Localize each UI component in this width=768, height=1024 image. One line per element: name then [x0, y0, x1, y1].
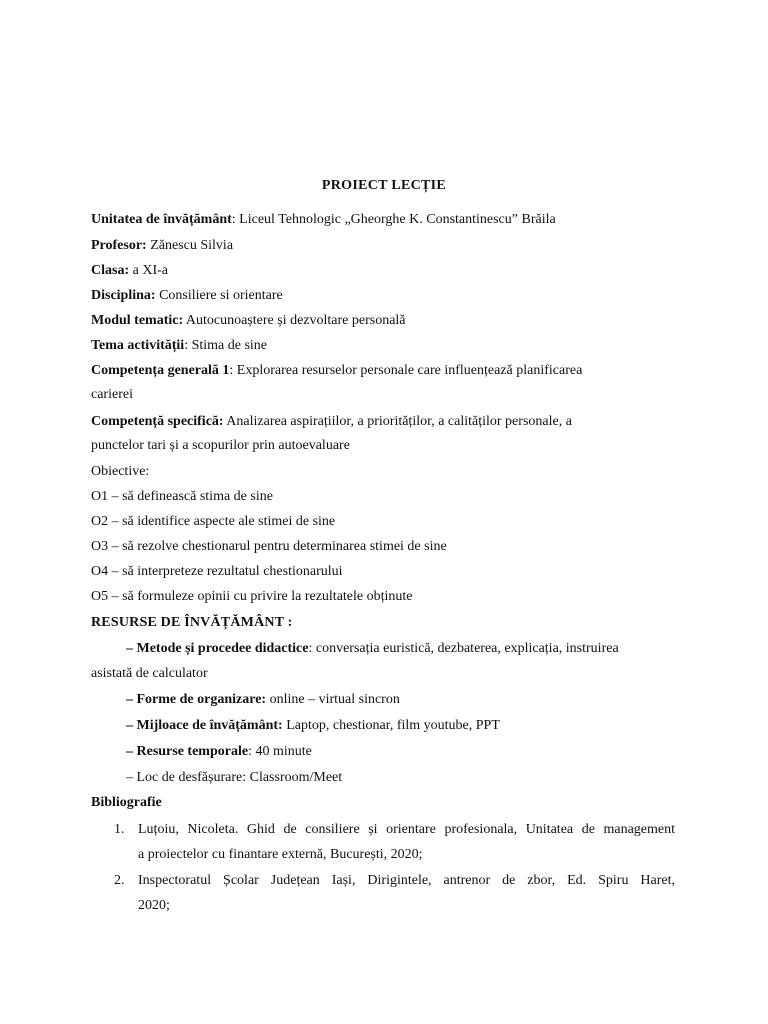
- field-unitatea: [91, 211, 556, 229]
- resource-value: Laptop, chestionar, film youtube, PPT: [282, 718, 500, 733]
- resource-value: online – virtual sincron: [266, 692, 400, 707]
- field-label: Competența generală 1: [91, 363, 230, 378]
- bibliography-heading: Bibliografie: [91, 795, 162, 810]
- field-value: Consiliere si orientare: [155, 288, 283, 303]
- field-competenta-generala: [91, 362, 582, 380]
- page-title: PROIECT LECȚIE: [321, 178, 447, 193]
- objectives-heading: Obiective:: [91, 464, 150, 479]
- field-competenta-specifica: [91, 413, 572, 431]
- field-value: Autocunoaștere și dezvoltare personală: [183, 313, 406, 328]
- resource-loc: – Loc de desfășurare: Classroom/Meet: [126, 770, 343, 785]
- objective-item: O2 – să identifice aspecte ale stimei de sine: [91, 514, 336, 529]
- field-value: a XI-a: [129, 263, 168, 278]
- field-value: : Liceul Tehnologic „Gheorghe K. Constantinescu” Brăila: [231, 212, 556, 227]
- field-label: Profesor:: [91, 238, 147, 253]
- bibliography-text-cont: a proiectelor cu finantare externă, București, 2020;: [138, 847, 423, 862]
- field-value: Zănescu Silvia: [146, 238, 234, 253]
- resource-dash: –: [126, 641, 137, 656]
- objective-item: O3 – să rezolve chestionarul pentru determinarea stimei de sine: [91, 539, 447, 554]
- bibliography-text: Luțoiu, Nicoleta. Ghid de consiliere și orientare profesionala, Unitatea de management: [138, 822, 675, 837]
- field-label: Modul tematic:: [91, 313, 184, 328]
- resource-dash: –: [126, 718, 137, 733]
- field-tema: [91, 337, 267, 355]
- resource-resurse-temporale: [126, 743, 312, 761]
- field-value: : Explorarea resurselor personale care influențează planificarea: [229, 363, 583, 378]
- field-label: Disciplina:: [91, 288, 156, 303]
- resource-metode-cont: asistată de calculator: [91, 666, 208, 681]
- field-disciplina: [91, 287, 283, 305]
- bibliography-number: 2.: [114, 873, 125, 888]
- resource-label: Forme de organizare:: [136, 692, 267, 707]
- field-modul: [91, 312, 406, 330]
- resource-label: Mijloace de învățământ:: [136, 718, 283, 733]
- objective-item: O4 – să interpreteze rezultatul chestionarului: [91, 564, 343, 579]
- objective-item: O5 – să formuleze opinii cu privire la rezultatele obținute: [91, 589, 413, 604]
- resource-forme: [126, 691, 400, 709]
- resource-dash: –: [126, 744, 137, 759]
- field-clasa: [91, 262, 168, 280]
- field-competenta-generala-cont: carierei: [91, 387, 133, 402]
- field-label: Tema activității: [91, 338, 185, 353]
- field-value: : Stima de sine: [184, 338, 268, 353]
- resource-mijloace: [126, 717, 500, 735]
- resource-value: : conversația euristică, dezbaterea, explicația, instruirea: [308, 641, 619, 656]
- field-value: Analizarea aspirațiilor, a priorităților, a calităților personale, a: [223, 414, 572, 429]
- field-profesor: [91, 237, 233, 255]
- bibliography-text-cont: 2020;: [138, 898, 170, 913]
- resource-value: : 40 minute: [248, 744, 312, 759]
- field-label: Clasa:: [91, 263, 130, 278]
- field-label: Unitatea de învățământ: [91, 212, 232, 227]
- resources-heading: RESURSE DE ÎNVĂȚĂMÂNT :: [91, 615, 293, 630]
- resource-dash: –: [126, 692, 137, 707]
- objective-item: O1 – să definească stima de sine: [91, 489, 273, 504]
- resource-label: Resurse temporale: [136, 744, 249, 759]
- field-label: Competență specifică:: [91, 414, 224, 429]
- resource-metode: [126, 640, 619, 658]
- field-competenta-specifica-cont: punctelor tari și a scopurilor prin autoevaluare: [91, 438, 350, 453]
- bibliography-number: 1.: [114, 822, 125, 837]
- resource-label: Metode și procedee didactice: [136, 641, 309, 656]
- bibliography-text: Inspectoratul Școlar Județean Iași, Dirigintele, antrenor de zbor, Ed. Spiru Haret,: [138, 873, 675, 888]
